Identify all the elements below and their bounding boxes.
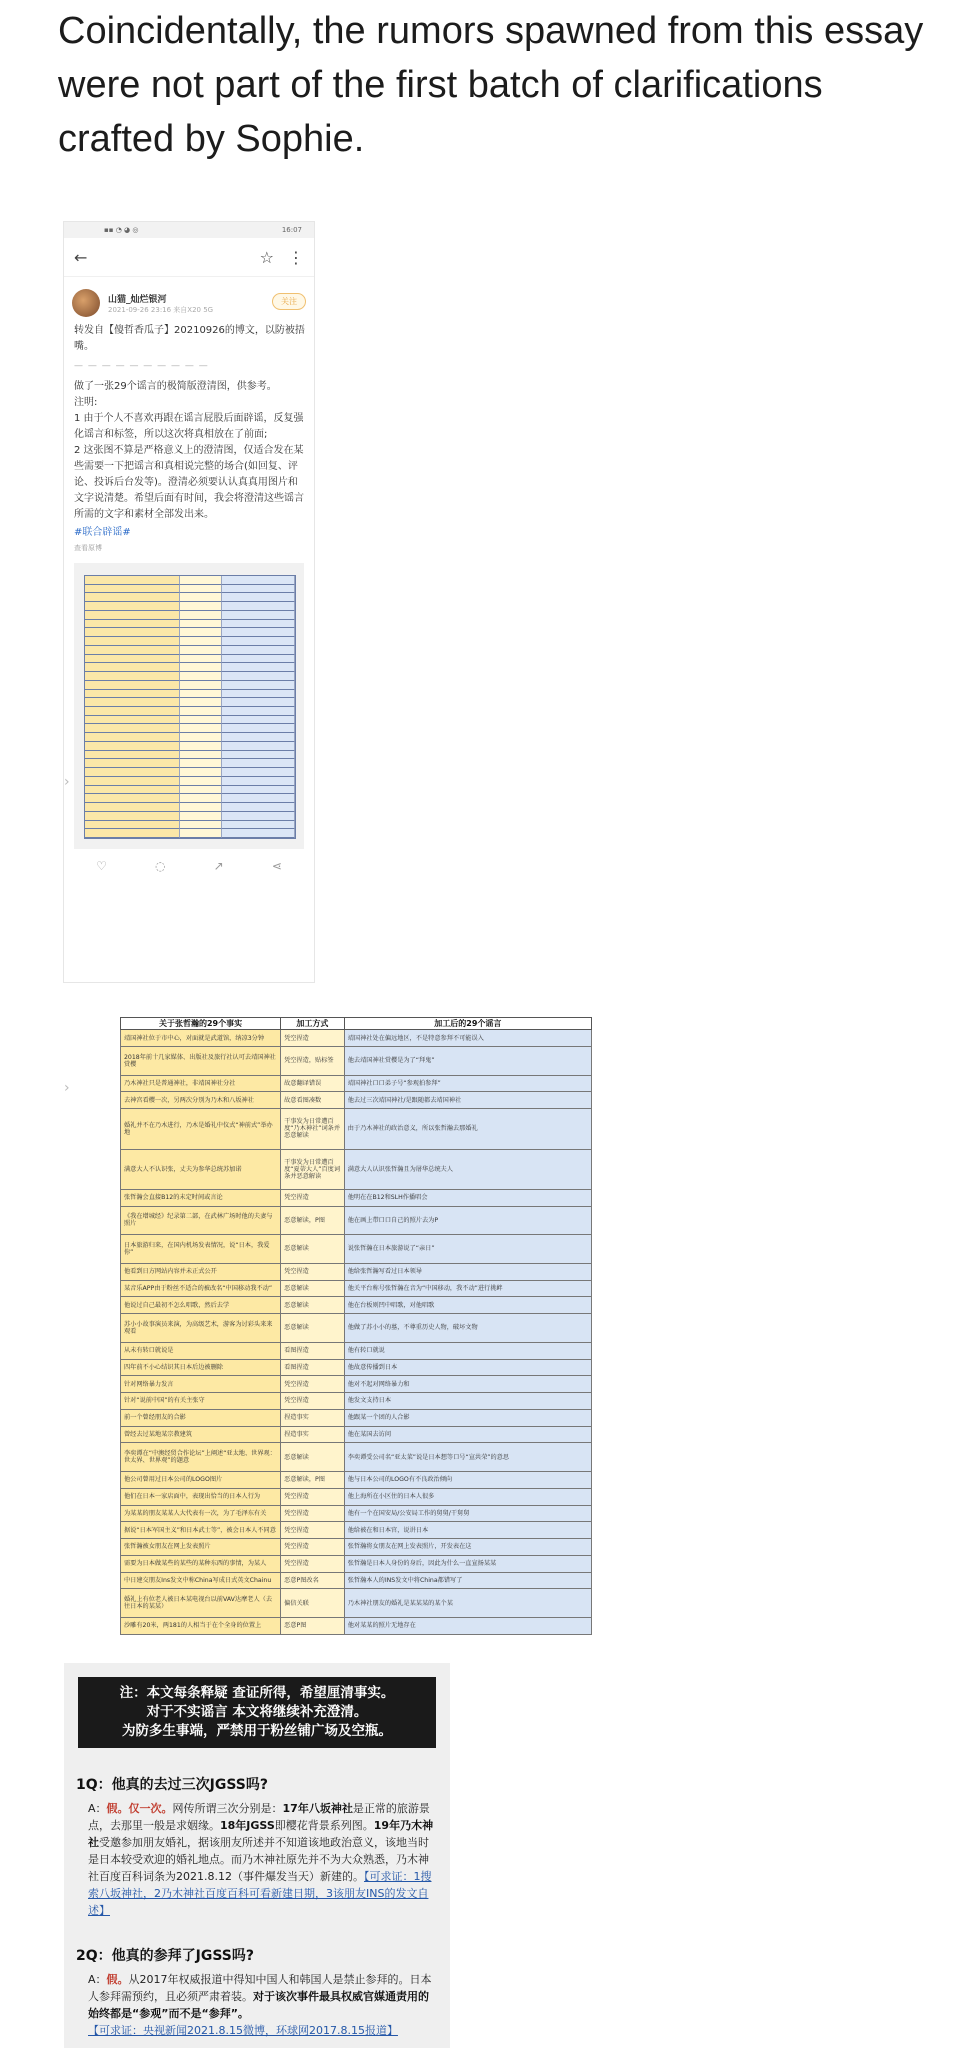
answer-1-verdict: 假。仅一次。 — [106, 1802, 173, 1815]
thumbnail-cell — [85, 742, 180, 751]
fact-cell: 据说“日本军国主义”和日本武士等”，被会日本人不同意 — [121, 1522, 281, 1539]
thumbnail-cell — [85, 777, 180, 786]
fact-cell: 日本旅游归来，在国内机场发表情况，说“日本，我爱你” — [121, 1235, 281, 1264]
thumbnail-cell — [222, 698, 296, 707]
thumbnail-cell — [222, 663, 296, 672]
thumbnail-cell — [85, 628, 180, 637]
method-cell: 凭空捏造 — [281, 1030, 345, 1047]
answer-1-text-3: 即樱花背景系列图。 — [274, 1819, 374, 1832]
fact-cell: 针对“说前中国”的有关主张守 — [121, 1393, 281, 1410]
method-cell: 凭空捏造 — [281, 1555, 345, 1572]
thumbnail-cell — [222, 646, 296, 655]
answer-1-text-1: 网传所谓三次分别是： — [172, 1802, 283, 1815]
table-row — [121, 1280, 592, 1297]
rumor-table-image — [120, 1017, 592, 1635]
rumor-cell: 他在台板则凹中唱歌，对他唱歌 — [344, 1297, 591, 1314]
thumbnail-cell — [180, 611, 222, 620]
fact-cell: 需要为日本做某些的某些的某种东西的事情，为某人 — [121, 1555, 281, 1572]
method-cell: 看图捏造 — [281, 1342, 345, 1359]
fact-cell: 张哲瀚会直接B12的未定时间或言论 — [121, 1189, 281, 1206]
answer-1-text-4: 受邀参加朋友婚礼，据该朋友所述并不知道该地政治意义，该地当时是日本较受欢迎的婚礼地点。而乃木神社原先并不为大众熟悉，乃木神社百度百科词条为2021.8.12（事件爆发当天）新建的。 — [88, 1836, 429, 1883]
answer-2: A：假。从2017年权威报道中得知中国人和韩国人是禁止参拜的。日本人参拜需预约，且必须严肃着装。对于该次事件最具权威官媒通责用的始终都是“参观”而不是“参拜”。 【可求证：央视新闻2021.8.15微博，环球网2017.8.15报道】 — [88, 1973, 432, 2037]
question-1: 1Q：他真的去过三次JGSS吗? — [76, 1777, 269, 1793]
thumbnail-cell — [222, 672, 296, 681]
table-row — [121, 1539, 592, 1556]
thumbnail-cell — [180, 620, 222, 629]
rumor-cell: 他有一个在国安局/公安局工作的舅舅/干舅舅 — [344, 1505, 591, 1522]
thumbnail-cell — [180, 681, 222, 690]
rumor-cell: 张哲瀚将女朋友在网上发表照片，开发表在这 — [344, 1539, 591, 1556]
header-rumors: 加工后的29个谣言 — [344, 1018, 591, 1030]
thumbnail-cell — [85, 655, 180, 664]
thumbnail-cell — [222, 742, 296, 751]
thumbnail-cell — [85, 620, 180, 629]
thumbnail-cell — [222, 803, 296, 812]
thumbnail-cell — [180, 733, 222, 742]
question-2: 2Q：他真的参拜了JGSS吗? — [76, 1948, 255, 1964]
status-time: 16:07 — [281, 226, 302, 234]
table-row — [121, 1555, 592, 1572]
method-cell: 凭空捏造 — [281, 1263, 345, 1280]
method-cell: 恶意P图改名 — [281, 1572, 345, 1589]
thumbnail-cell — [180, 716, 222, 725]
rumor-cell: 说张哲瀚在日本旅游说了“亲日” — [344, 1235, 591, 1264]
rumor-cell: 他在画上带口口自己的照片去为P — [344, 1206, 591, 1235]
thumbnail-cell — [180, 829, 222, 838]
rumor-cell: 他跟某一个团的人合影 — [344, 1409, 591, 1426]
table-row — [121, 1618, 592, 1635]
thumbnail-cell — [85, 663, 180, 672]
rumor-cell: 由于乃木神社的政治意义，所以张哲瀚去那婚礼 — [344, 1109, 591, 1149]
thumbnail-cell — [222, 593, 296, 602]
rumor-cell: 张哲瀚本人的INS发文中将China都错写了 — [344, 1572, 591, 1589]
method-cell: 凭空捏造 — [281, 1539, 345, 1556]
thumbnail-cell — [85, 786, 180, 795]
fact-cell: 为某某的朋友某某人大代表有一次，为了毛泽东有关 — [121, 1505, 281, 1522]
method-cell: 恶意解读 — [281, 1443, 345, 1472]
fact-cell: 苏小小故事演员来演，为高级艺术，游客为讨彩头来来观看 — [121, 1314, 281, 1343]
fact-cell: 他公司曾用过日本公司的LOGO图片 — [121, 1472, 281, 1489]
fact-cell: 李奕谭在“中澳经贸合作论坛”上阐述“亚太地、世界观：世太界、世界观”的题意 — [121, 1443, 281, 1472]
answer-1-bold-2: 18年JGSS — [220, 1819, 275, 1832]
method-cell: 故意翻译错误 — [281, 1075, 345, 1092]
thumbnail-cell — [85, 751, 180, 760]
fact-cell: 乃木神社只是普通神社，非靖国神社分社 — [121, 1075, 281, 1092]
rumor-cell: 张哲瀚是日本人身份的身后，因此为什么一直宣扬某某 — [344, 1555, 591, 1572]
thumbnail-cell — [85, 803, 180, 812]
rumor-cell: 他去过三次靖国神社/是跟随都去靖国神社 — [344, 1092, 591, 1109]
method-cell: 干事发为日常遭百度“夏蒂大人”百度词条并恶意解读 — [281, 1149, 345, 1189]
method-cell: 凭空捏造 — [281, 1376, 345, 1393]
thumbnail-cell — [180, 724, 222, 733]
table-row — [121, 1235, 592, 1264]
thumbnail-cell — [222, 716, 296, 725]
fact-cell: 婚礼并不在乃木进行，乃木是婚礼中仪式“神前式”举办地 — [121, 1109, 281, 1149]
rumor-table — [120, 1017, 592, 1635]
thumbnail-cell — [180, 672, 222, 681]
table-row — [121, 1314, 592, 1343]
fact-cell: 从未有转口就说是 — [121, 1342, 281, 1359]
thumbnail-cell — [222, 724, 296, 733]
thumbnail-cell — [222, 786, 296, 795]
thumbnail-cell — [85, 690, 180, 699]
thumbnail-cell — [222, 681, 296, 690]
rumor-cell: 满意大人认识张哲瀚且为屠华总统夫人 — [344, 1149, 591, 1189]
method-cell: 凭空捏造 — [281, 1522, 345, 1539]
fact-cell: 前一个曾经朋友的合影 — [121, 1409, 281, 1426]
rumor-cell: 他故意传播到日本 — [344, 1359, 591, 1376]
forward-icon[interactable]: ⋖ — [271, 859, 282, 873]
method-cell: 恶意解读 — [281, 1235, 345, 1264]
fact-cell: 他说过自己最初不怎么唱歌，然后去学 — [121, 1297, 281, 1314]
fact-cell: 满意大人不认识张，丈夫为参华总统苏加诺 — [121, 1149, 281, 1189]
rumor-cell: 靖国神社口口弟子号“参观拍参拜” — [344, 1075, 591, 1092]
method-cell: 故意看图凑数 — [281, 1092, 345, 1109]
post-body: 做了一张29个谣言的极简版澄清图，供参考。 注明: 1 由于个人不喜欢再跟在谣言屁股后面辟谣，反复强化谣言和标签，所以这次将真相放在了前面; 2 这张图不算是严格意义上的澄清图，仅适合发在某些需要一下把谣言和真相说完整的场合(如回复、评论、投诉后台发等)。澄清必须要认认真真用图片和文字说清楚。希望后面有时间，我会将澄清这些谣言所需的文字和素材全部发出来。 — [74, 381, 304, 520]
table-row — [121, 1472, 592, 1489]
author-name[interactable]: 山猫_灿烂银河 — [108, 294, 167, 305]
thumbnail-cell — [180, 628, 222, 637]
thumbnail-cell — [222, 794, 296, 803]
header-method: 加工方式 — [281, 1018, 345, 1030]
fact-cell: 他看到日方网站内容并未正式公开 — [121, 1263, 281, 1280]
thumbnail-cell — [85, 724, 180, 733]
answer-1-bold-3: 19年乃木神社 — [88, 1819, 434, 1849]
fact-cell: 靖国神社位于市中心，对面就是武道馆，纳凉3分钟 — [121, 1030, 281, 1047]
answer-2-bold-1: 对于该次事件最具权威官媒通责用的始终都是“参观”而不是“参拜”。 — [88, 1990, 429, 2020]
dash-divider: — — — — — — — — — — — [74, 361, 209, 371]
thumbnail-cell — [85, 585, 180, 594]
thumbnail-cell — [222, 733, 296, 742]
table-row — [121, 1393, 592, 1410]
thumbnail-cell — [222, 768, 296, 777]
thumbnail-cell — [85, 829, 180, 838]
chevron-right-icon[interactable]: › — [64, 774, 70, 790]
back-arrow-icon[interactable]: ← — [74, 247, 88, 267]
method-cell: 凭空捏造 — [281, 1189, 345, 1206]
table-row — [121, 1263, 592, 1280]
method-cell: 凭空捏造，贴标签 — [281, 1046, 345, 1075]
method-cell: 凭空捏造 — [281, 1505, 345, 1522]
chevron-right-icon[interactable]: › — [64, 1080, 70, 1096]
fact-cell: 沙雕有20米，两181的人相当于在个全身的位置上 — [121, 1618, 281, 1635]
view-origin-link[interactable]: 查看原博 — [74, 544, 102, 552]
thumbnail-cell — [222, 576, 296, 585]
post-actions — [64, 849, 314, 883]
table-row — [121, 1206, 592, 1235]
rumor-cell: 他给张哲瀚写看过日本领导 — [344, 1263, 591, 1280]
thumbnail-cell — [180, 698, 222, 707]
thumbnail-cell — [180, 655, 222, 664]
thumbnail-cell — [85, 576, 180, 585]
fact-cell: 《我在增城经》纪录第二部，在武林广场时他的夫妻与照片 — [121, 1206, 281, 1235]
thumbnail-cell — [85, 768, 180, 777]
thumbnail-cell — [85, 716, 180, 725]
rumor-cell: 他对不起对网络暴力和 — [344, 1376, 591, 1393]
signal-icons: ▪▪ ◔ ◕ ◎ — [104, 226, 139, 234]
rumor-cell: 他给被在和日本官，说讲日本 — [344, 1522, 591, 1539]
rumor-cell: 他有转口就说 — [344, 1342, 591, 1359]
rumor-cell: 靖国神社处在偏远地区，不是特意参拜不可能误入 — [344, 1030, 591, 1047]
answer-1: A：假。仅一次。网传所谓三次分别是：17年八坂神社是正常的旅游景点，去那里一般是求姻缘。18年JGSS即樱花背景系列图。19年乃木神社受邀参加朋友婚礼，据该朋友所述并不知道该地政治意义，该地当时是日本较受欢迎的婚礼地点。而乃木神社原先并不为大众熟悉，乃木神社百度百科词条为2021.8.12（事件爆发当天）新建的。【可求证：1搜索八坂神社，2乃木神社百度百科可看新建日期，3该朋友INS的发文自述】 — [88, 1802, 434, 1917]
thumbnail-cell — [180, 812, 222, 821]
table-row — [121, 1505, 592, 1522]
post-meta: 2021-09-26 23:16 来自X20 5G — [108, 305, 214, 314]
clarification-document — [64, 1663, 450, 2048]
method-cell: 恶意P图 — [281, 1618, 345, 1635]
method-cell: 干事发为日常遭百度“乃木神社”词条并恶意解读 — [281, 1109, 345, 1149]
header-facts: 关于张哲瀚的29个事实 — [121, 1018, 281, 1030]
fact-cell: 中日建交朋友Ins发文中称China写成日式英文Chainu — [121, 1572, 281, 1589]
table-row — [121, 1488, 592, 1505]
app-bar — [64, 238, 314, 277]
rumor-cell: 他做了苏小小的墓，不尊重历史人物，破坏文物 — [344, 1314, 591, 1343]
answer-2-text-1: 从2017年权威报道中得知中国人和韩国人是禁止参拜的。日本人参拜需预约，且必须严肃着装。 — [88, 1973, 432, 2003]
thumbnail-cell — [85, 733, 180, 742]
thumbnail-cell — [222, 655, 296, 664]
fact-cell: 他们在日本一家店面中，表现出恰当的日本人行为 — [121, 1488, 281, 1505]
thumbnail-cell — [180, 707, 222, 716]
table-row — [121, 1046, 592, 1075]
thumbnail-cell — [85, 707, 180, 716]
thumbnail-cell — [222, 620, 296, 629]
fact-cell: 针对网络暴力发言 — [121, 1376, 281, 1393]
table-row — [121, 1376, 592, 1393]
thumbnail-cell — [180, 751, 222, 760]
thumbnail-cell — [180, 768, 222, 777]
method-cell: 看图捏造 — [281, 1359, 345, 1376]
thumbnail-cell — [222, 829, 296, 838]
thumbnail-cell — [180, 821, 222, 830]
thumbnail-cell — [222, 637, 296, 646]
fact-cell: 张哲瀚被女朋友在网上发表照片 — [121, 1539, 281, 1556]
thumbnail-cell — [222, 602, 296, 611]
thumbnail-cell — [222, 812, 296, 821]
thumbnail-cell — [85, 637, 180, 646]
thumbnail-table-image — [84, 575, 296, 839]
thumbnail-cell — [85, 646, 180, 655]
thumbnail-cell — [180, 742, 222, 751]
answer-2-source-link[interactable]: 【可求证：央视新闻2021.8.15微博，环球网2017.8.15报道】 — [88, 2024, 398, 2037]
method-cell: 恶意解读，P图 — [281, 1206, 345, 1235]
table-row — [121, 1030, 592, 1047]
rumor-cell: 他去靖国神社赏樱是为了“拜鬼” — [344, 1046, 591, 1075]
thumbnail-cell — [85, 593, 180, 602]
thumbnail-cell — [180, 777, 222, 786]
thumbnail-cell — [180, 646, 222, 655]
thumbnail-cell — [222, 777, 296, 786]
rumor-cell: 李奕谭受公司名“亚太菜”说是日本想等口号“宣共荣”的意思 — [344, 1443, 591, 1472]
post-author — [64, 277, 314, 321]
more-menu-icon[interactable]: ⋮ — [288, 247, 304, 267]
rumor-cell: 他在某国去访问 — [344, 1426, 591, 1443]
thumbnail-cell — [222, 628, 296, 637]
method-cell: 捏造事实 — [281, 1409, 345, 1426]
table-row — [121, 1149, 592, 1189]
thumbnail-cell — [85, 681, 180, 690]
fact-cell: 四年前不小心结识其日本后边被删除 — [121, 1359, 281, 1376]
comment-icon[interactable]: ◌ — [155, 859, 166, 873]
avatar[interactable] — [72, 289, 100, 317]
thumbnail-cell — [222, 585, 296, 594]
fact-cell: 去神宫看樱一次，另两次分别为乃木和八坂神社 — [121, 1092, 281, 1109]
table-row — [121, 1342, 592, 1359]
thumbnail-cell — [222, 821, 296, 830]
thumbnail-cell — [180, 585, 222, 594]
repost-line: 转发自【傻哲香瓜子】20210926的博文，以防被捂嘴。 — [74, 325, 305, 352]
fact-cell: 2018年前十几家媒体、出版社及旅行社认可去靖国神社赏樱 — [121, 1046, 281, 1075]
thumbnail-cell — [85, 794, 180, 803]
thumbnail-cell — [180, 690, 222, 699]
rumor-cell: 乃木神社朋友的婚礼是某某某的某个某 — [344, 1589, 591, 1618]
table-row — [121, 1443, 592, 1472]
answer-1-source-link[interactable]: 【可求证：1搜索八坂神社，2乃木神社百度百科可看新建日期，3该朋友INS的发文自述】 — [88, 1870, 432, 1917]
rumor-cell: 他明在在B12和SLH作播唱会 — [344, 1189, 591, 1206]
answer-1-text-2: 是正常的旅游景点，去那里一般是求姻缘。 — [88, 1802, 430, 1832]
method-cell: 凭空捏造 — [281, 1488, 345, 1505]
fact-cell: 婚礼上有位老人被日本某电视台以前VAV达摩老人（去往日本的某某） — [121, 1589, 281, 1618]
table-row — [121, 1359, 592, 1376]
thumbnail-cell — [180, 602, 222, 611]
table-row — [121, 1075, 592, 1092]
thumbnail-cell — [180, 663, 222, 672]
fact-cell: 曾经去过某地某宗教建筑 — [121, 1426, 281, 1443]
thumbnail-cell — [180, 759, 222, 768]
table-row — [121, 1409, 592, 1426]
answer-2-verdict: 假。 — [106, 1973, 129, 1986]
thumbnail-cell — [85, 698, 180, 707]
thumbnail-cell — [85, 611, 180, 620]
thumbnail-cell — [222, 707, 296, 716]
method-cell: 恶意解读，P图 — [281, 1472, 345, 1489]
table-row — [121, 1109, 592, 1149]
method-cell: 恶意解读 — [281, 1280, 345, 1297]
thumbnail-cell — [180, 576, 222, 585]
thumbnail-cell — [85, 759, 180, 768]
thumbnail-cell — [85, 812, 180, 821]
rumor-cell: 他发文支持日本 — [344, 1393, 591, 1410]
rumor-cell: 他关平台称号张哲瀚在音为“中国移动，我不动”进行挑衅 — [344, 1280, 591, 1297]
thumbnail-cell — [85, 672, 180, 681]
hashtag-link[interactable]: #联合辟谣# — [74, 527, 131, 538]
thumbnail-cell — [180, 794, 222, 803]
notice-banner: 注：本文每条释疑 查证所得，希望厘清事实。 对于不实谣言 本文将继续补充澄清。 为防多生事端，严禁用于粉丝铺广场及空瓶。 — [78, 1677, 436, 1748]
table-row — [121, 1426, 592, 1443]
intro-paragraph: Coincidentally, the rumors spawned from this essay were not part of the first batch of clarifications crafted by Sophie. — [58, 10, 924, 160]
method-cell: 捏造事实 — [281, 1426, 345, 1443]
rumor-cell: 他上海所在小区住的日本人很多 — [344, 1488, 591, 1505]
share-icon[interactable]: ↗ — [213, 859, 224, 873]
rumor-cell: 他对某某的照片无地存在 — [344, 1618, 591, 1635]
fact-cell: 某音乐APP由于粉丝不适合的被改名“中国移动我不动” — [121, 1280, 281, 1297]
thumbnail-cell — [222, 690, 296, 699]
thumbnail-cell — [222, 611, 296, 620]
method-cell: 凭空捏造 — [281, 1393, 345, 1410]
thumbnail-cell — [180, 786, 222, 795]
table-row — [121, 1297, 592, 1314]
table-row — [121, 1092, 592, 1109]
follow-button[interactable]: 关注 — [272, 293, 306, 310]
status-bar — [64, 222, 314, 238]
table-row — [121, 1572, 592, 1589]
thumbnail-cell — [85, 821, 180, 830]
answer-1-bold-1: 17年八坂神社 — [282, 1802, 353, 1815]
table-row — [121, 1589, 592, 1618]
like-icon[interactable]: ♡ — [96, 859, 107, 873]
thumbnail-cell — [180, 593, 222, 602]
table-row — [121, 1522, 592, 1539]
star-icon[interactable]: ☆ — [259, 247, 274, 267]
table-header-row — [121, 1018, 592, 1030]
thumbnail-cell — [222, 759, 296, 768]
thumbnail-cell — [180, 803, 222, 812]
method-cell: 偏信关联 — [281, 1589, 345, 1618]
thumbnail-cell — [222, 751, 296, 760]
method-cell: 恶意解读 — [281, 1297, 345, 1314]
table-row — [121, 1189, 592, 1206]
thumbnail-cell — [85, 602, 180, 611]
method-cell: 恶意解读 — [281, 1314, 345, 1343]
rumor-cell: 他与日本公司的LOGO有不良政治倾向 — [344, 1472, 591, 1489]
thumbnail-cell — [180, 637, 222, 646]
table-thumbnail[interactable] — [74, 563, 304, 849]
